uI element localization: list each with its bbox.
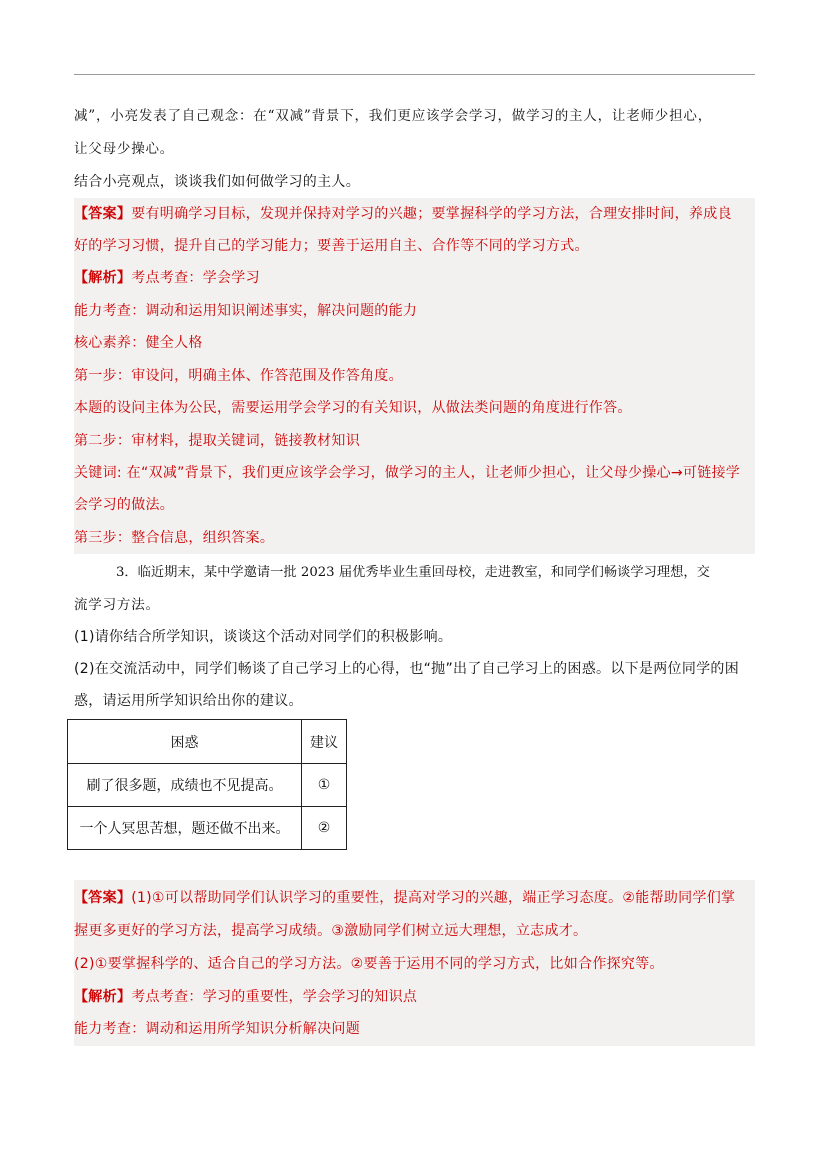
sub-question-2: (2)在交流活动中，同学们畅谈了自己学习上的心得，也“抛”出了自己学习上的困惑。以下是两位同学的困 (74, 661, 740, 677)
table-cell: ① (302, 764, 347, 807)
answer-text: (2)①要掌握科学的、适合自己的学习方法。②要善于运用不同的学习方式，比如合作探究等。 (74, 956, 664, 972)
question-3-text: 流学习方法。 (74, 597, 160, 613)
question-text: 结合小亮观点，谈谈我们如何做学习的主人。 (74, 174, 360, 190)
answer-line (74, 888, 735, 908)
table-cell: ② (302, 807, 347, 850)
table-header-cell: 困惑 (68, 720, 302, 764)
analysis-label: 【解析】 (74, 989, 132, 1005)
step-one-text: 第一步：审设问，明确主体、作答范围及作答角度。 (74, 368, 403, 384)
ability-text: 能力考查：调动和运用所学知识分析解决问题 (74, 1021, 360, 1037)
table-cell: 一个人冥思苦想，题还做不出来。 (68, 807, 302, 850)
step-one-detail: 本题的设问主体为公民，需要运用学会学习的有关知识，从做法类问题的角度进行作答。 (74, 400, 632, 416)
answer-text: 要有明确学习目标，发现并保持对学习的兴趣；要掌握科学的学习方法，合理安排时间，养成良 (131, 206, 732, 222)
analysis-text: 考点考查：学习的重要性，学会学习的知识点 (131, 989, 418, 1005)
answer-label: 【答案】 (74, 890, 132, 906)
keywords-text: 会学习的做法。 (74, 497, 175, 513)
table-row (68, 807, 347, 850)
sub-question-1: (1)请你结合所学知识，谈谈这个活动对同学们的积极影响。 (74, 629, 453, 645)
answer-text: (1)①可以帮助同学们认识学习的重要性，提高对学习的兴趣，端正学习态度。②能帮助同学们掌 (131, 890, 736, 906)
sub-question-2: 惑，请运用所学知识给出你的建议。 (74, 693, 303, 709)
material-text: 减”，小亮发表了自己观念：在“双减”背景下，我们更应该学会学习，做学习的主人，让老师少担心， (74, 108, 713, 124)
analysis-text: 考点考查：学会学习 (131, 270, 260, 286)
analysis-line (74, 268, 260, 288)
table-header-cell: 建议 (302, 720, 347, 764)
confusion-table (67, 719, 347, 850)
material-text: 让父母少操心。 (74, 141, 175, 157)
question-3-text: 3．临近期末，某中学邀请一批 2023 届优秀毕业生重回母校，走进教室，和同学们畅谈学习理想，交 (116, 565, 710, 580)
analysis-label: 【解析】 (74, 270, 132, 286)
core-literacy-text: 核心素养：健全人格 (74, 335, 203, 351)
step-two-text: 第二步：审材料，提取关键词，链接教材知识 (74, 433, 360, 449)
table-header-row (68, 720, 347, 764)
table-row (68, 764, 347, 807)
analysis-line (74, 987, 417, 1007)
answer-label: 【答案】 (74, 206, 132, 222)
step-three-text: 第三步：整合信息，组织答案。 (74, 530, 275, 546)
answer-text: 握更多更好的学习方法，提高学习成绩。③激励同学们树立远大理想，立志成才。 (74, 923, 588, 939)
ability-text: 能力考查：调动和运用知识阐述事实，解决问题的能力 (74, 303, 418, 319)
table-cell: 刷了很多题，成绩也不见提高。 (68, 764, 302, 807)
header-rule (74, 74, 755, 75)
answer-line (74, 204, 732, 224)
keywords-text: 关键词: 在“双减”背景下，我们更应该学会学习，做学习的主人，让老师少担心，让父母少操心→可链接学 (74, 465, 741, 481)
answer-text: 好的学习习惯，提升自己的学习能力；要善于运用自主、合作等不同的学习方式。 (74, 238, 589, 254)
